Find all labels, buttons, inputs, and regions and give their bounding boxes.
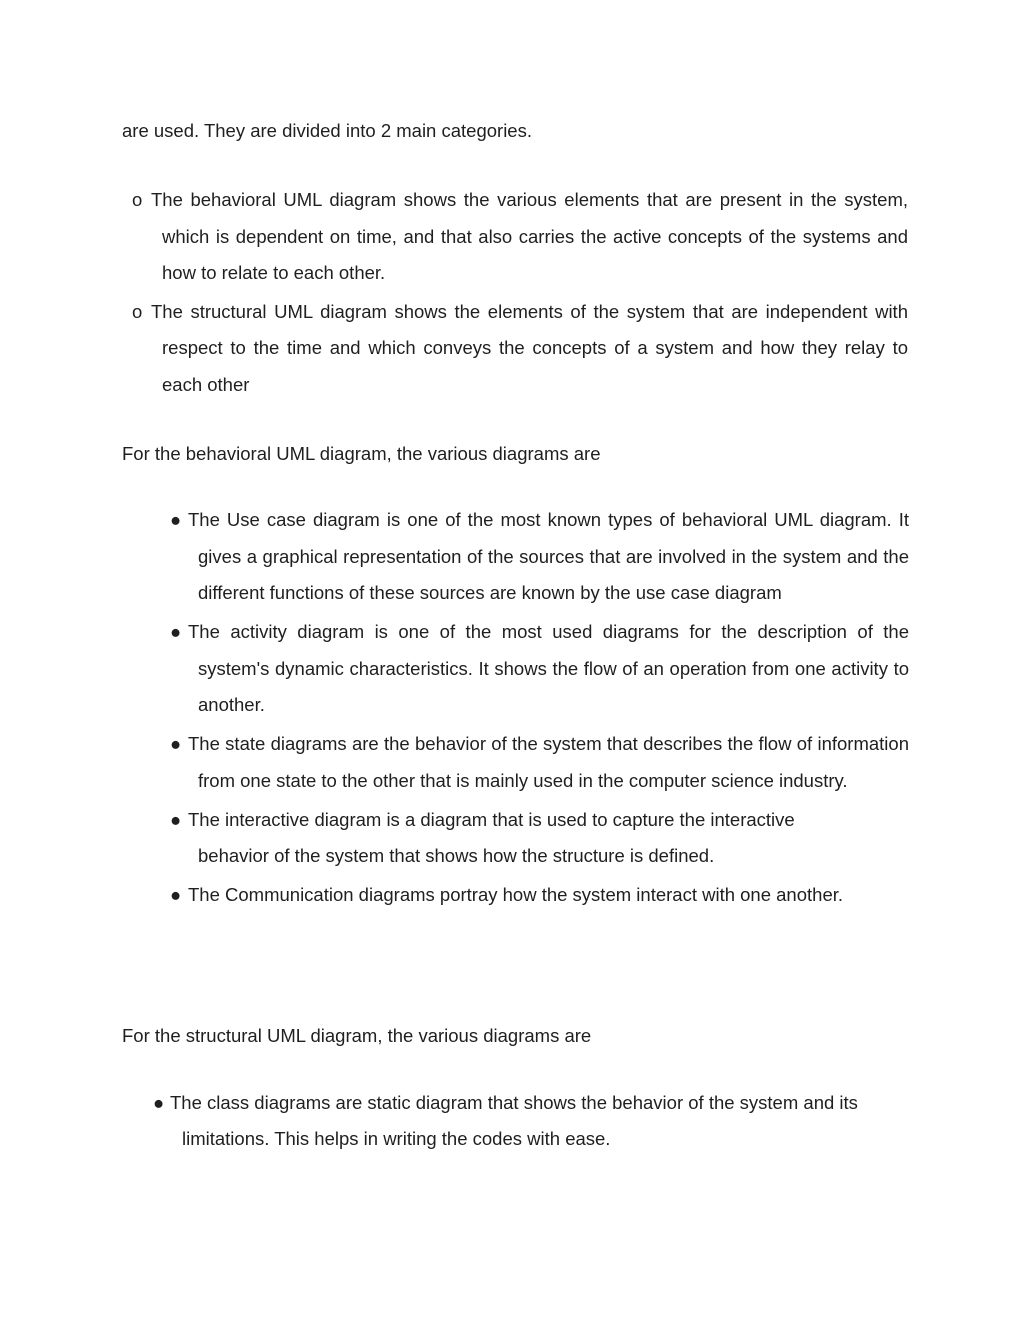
behavioral-diagram-list <box>170 502 909 916</box>
list-item <box>170 877 909 914</box>
bullet-icon: ● <box>170 621 182 642</box>
bullet-icon: ● <box>170 509 182 530</box>
list-item-text: The class diagrams are static diagram that shows the behavior of the system and its limitations. This helps in writing the codes with ease. <box>170 1092 858 1149</box>
list-item-text: The structural UML diagram shows the elements of the system that are independent with respect to the time and which conveys the concepts of a system and how they relay to each other <box>151 300 908 395</box>
list-item-text: The behavioral UML diagram shows the various elements that are present in the system, which is dependent on time, and that also carries the active concepts of the systems and how to relate to each other. <box>151 189 908 283</box>
behavioral-heading: For the behavioral UML diagram, the various diagrams are <box>122 443 601 464</box>
list-item <box>170 614 909 724</box>
bullet-icon: ● <box>153 1092 165 1113</box>
list-item-text: The activity diagram is one of the most used diagrams for the description of the system's dynamic characteristics. It shows the flow of an operation from one activity to another. <box>188 621 909 715</box>
list-item-text: The interactive diagram is a diagram that is used to capture the interactive behavior of the system that shows how the structure is defined. <box>188 808 795 866</box>
intro-paragraph: are used. They are divided into 2 main categories. <box>122 120 532 141</box>
bullet-icon: ● <box>170 733 182 754</box>
list-item <box>132 294 908 404</box>
list-item <box>170 502 909 612</box>
list-item-text: The Use case diagram is one of the most known types of behavioral UML diagram. It gives a graphical representation of the sources that are involved in the system and the different functions of these sources are known by the use case diagram <box>188 509 909 603</box>
list-item <box>153 1085 898 1157</box>
bullet-icon: ● <box>170 884 182 905</box>
structural-heading: For the structural UML diagram, the various diagrams are <box>122 1025 592 1046</box>
list-item-text: The state diagrams are the behavior of the system that describes the flow of information from one state to the other that is mainly used in the computer science industry. <box>188 733 909 791</box>
category-list <box>132 182 908 405</box>
list-item <box>170 726 909 799</box>
list-item <box>132 182 908 292</box>
list-item-text: The Communication diagrams portray how the system interact with one another. <box>188 884 844 905</box>
list-marker: o <box>132 300 143 322</box>
bullet-icon: ● <box>170 808 182 830</box>
structural-diagram-list <box>153 1085 898 1157</box>
list-marker: o <box>132 189 143 210</box>
list-item <box>170 802 909 875</box>
